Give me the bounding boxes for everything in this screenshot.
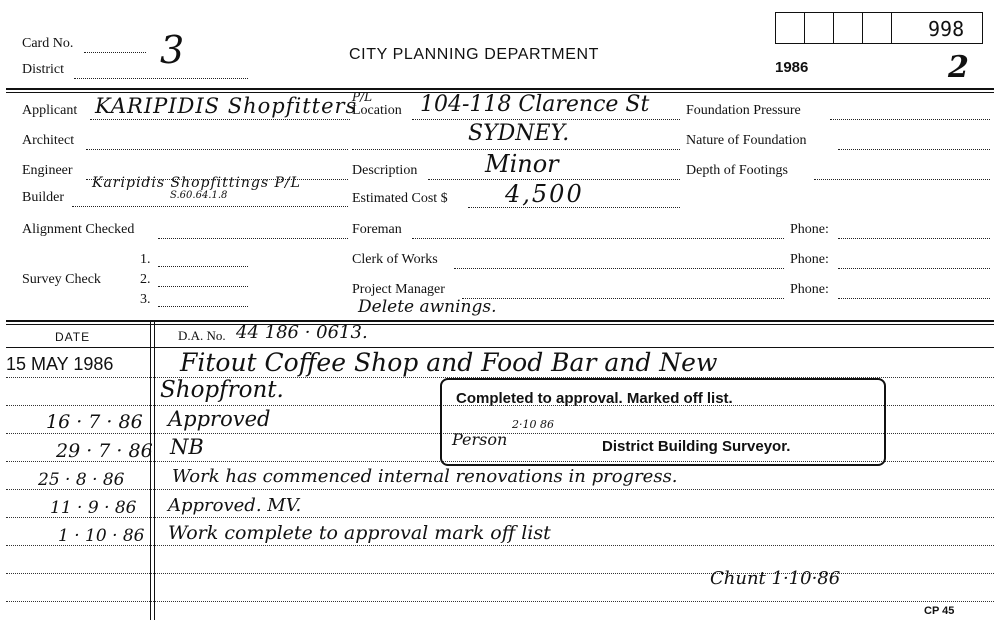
page-title: CITY PLANNING DEPARTMENT: [349, 46, 599, 63]
stamp-line-2: District Building Surveyor.: [602, 438, 791, 455]
builder-value: Karipidis Shopfittings P/L: [92, 175, 301, 191]
district-label: District: [22, 62, 64, 77]
builder-label: Builder: [22, 190, 64, 205]
alignment-label: Alignment Checked: [22, 222, 135, 237]
da-label: D.A. No.: [178, 328, 226, 343]
stamp-line-1: Completed to approval. Marked off list.: [456, 390, 733, 407]
applicant-label: Applicant: [22, 103, 78, 118]
row-text-6: Approved. MV.: [168, 495, 302, 516]
signature: Chunt 1·10·86: [710, 568, 841, 589]
date-column-header: DATE: [55, 330, 91, 344]
row-date-3: 16 · 7 · 86: [46, 411, 143, 433]
stamp-initials: Person: [452, 430, 508, 449]
row-text-4: NB: [170, 435, 204, 459]
location-label: Location: [352, 103, 402, 118]
card-no-label: Card No.: [22, 36, 74, 51]
row-date-6: 11 · 9 · 86: [50, 498, 137, 518]
card-sequence: 2: [948, 50, 969, 85]
card-number: 998: [928, 17, 965, 41]
number-box-4: [862, 12, 892, 44]
row-date-1: 15 MAY 1986: [6, 354, 114, 374]
location-value: 104-118 Clarence St: [420, 92, 650, 117]
phone-label-3: Phone:: [790, 282, 829, 297]
foundation-pressure-label: Foundation Pressure: [686, 103, 801, 118]
architect-label: Architect: [22, 133, 75, 148]
applicant-value: KARIPIDIS Shopfitters: [95, 94, 358, 118]
pm-note: Delete awnings.: [358, 297, 497, 317]
card-no-value: 3: [160, 28, 185, 72]
survey-item-1: 1.: [140, 252, 151, 267]
clerk-label: Clerk of Works: [352, 252, 438, 267]
survey-label: Survey Check: [22, 272, 101, 287]
location-value-2: SYDNEY.: [468, 121, 570, 146]
survey-item-3: 3.: [140, 292, 151, 307]
year-label: 1986: [775, 59, 809, 76]
da-value: 44 186 · 0613.: [236, 322, 368, 343]
cost-value: 4,500: [505, 180, 584, 208]
form-code: CP 45: [924, 605, 955, 617]
engineer-label: Engineer: [22, 163, 73, 178]
row-date-5: 25 · 8 · 86: [38, 470, 125, 490]
description-label: Description: [352, 163, 418, 178]
row-date-4: 29 · 7 · 86: [56, 440, 153, 462]
row-date-7: 1 · 10 · 86: [58, 526, 145, 546]
stamp-date: 2·10 86: [512, 418, 554, 431]
row-text-2: Shopfront.: [160, 377, 284, 403]
phone-label-2: Phone:: [790, 252, 829, 267]
foreman-label: Foreman: [352, 222, 402, 237]
pl-mark: P/L: [352, 90, 373, 104]
row-text-5: Work has commenced internal renovations in progress.: [172, 466, 678, 487]
number-box-2: [804, 12, 834, 44]
nature-foundation-label: Nature of Foundation: [686, 133, 807, 148]
depth-footings-label: Depth of Footings: [686, 163, 788, 178]
number-box-3: [833, 12, 863, 44]
row-text-3: Approved: [168, 407, 271, 431]
phone-label-1: Phone:: [790, 222, 829, 237]
builder-license: S.60.64.1.8: [170, 190, 228, 201]
number-box-1: [775, 12, 805, 44]
description-value: Minor: [485, 150, 559, 178]
survey-item-2: 2.: [140, 272, 151, 287]
row-text-7: Work complete to approval mark off list: [168, 522, 551, 544]
pm-label: Project Manager: [352, 282, 445, 297]
cost-label: Estimated Cost $: [352, 191, 448, 206]
row-text-1: Fitout Coffee Shop and Food Bar and New: [180, 348, 718, 377]
